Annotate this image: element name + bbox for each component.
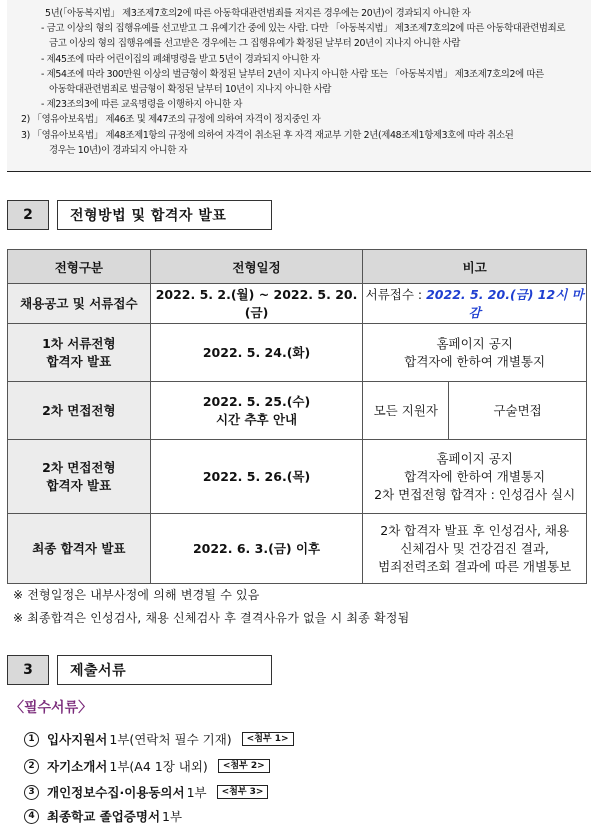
header-category: 전형구분: [8, 250, 151, 284]
row-category: 채용공고 및 서류접수: [8, 284, 151, 324]
row-note-method: 구술면접: [449, 382, 587, 440]
header-note: 비고: [363, 250, 587, 284]
attachment-badge: <첨부 3>: [217, 785, 269, 799]
section-title: 전형방법 및 합격자 발표: [57, 200, 272, 230]
row-schedule: 2022. 6. 3.(금) 이후: [150, 514, 363, 584]
row-schedule: [150, 382, 363, 440]
disqualification-line: - 제23조의3에 따른 교육명령을 이행하지 아니한 자: [41, 99, 243, 111]
footnote: ※ 전형일정은 내부사정에 의해 변경될 수 있음: [13, 588, 260, 602]
row-category: 2차 면접전형: [8, 382, 151, 440]
table-header-row: [8, 250, 587, 284]
note-line: 홈페이지 공지: [436, 450, 513, 466]
number-circle: 3: [24, 785, 39, 800]
table-row: [8, 324, 587, 382]
disqualification-line: 금고 이상의 형의 집행유예를 선고받은 경우에는 그 집행유예가 확정된 날부터 20년이 지나지 아니한 사람: [49, 38, 461, 50]
row-note-target: 모든 지원자: [363, 382, 449, 440]
section-number: 3: [7, 655, 49, 685]
section-3-header: [7, 655, 272, 685]
category-line: 합격자 발표: [46, 353, 112, 369]
document-name: 자기소개서: [47, 759, 108, 774]
note-line: 합격자에 한하여 개별통지: [404, 468, 546, 484]
category-line: 2차 면접전형: [42, 459, 116, 475]
number-circle: 2: [24, 759, 39, 774]
document-name: 최종학교 졸업증명서: [47, 809, 161, 824]
table-row: [8, 514, 587, 584]
note-prefix: 서류접수 :: [365, 286, 427, 302]
note-line: 홈페이지 공지: [436, 335, 513, 351]
schedule-table: [7, 249, 587, 584]
header-schedule: 전형일정: [150, 250, 363, 284]
number-circle: 4: [24, 809, 39, 824]
disqualification-line: 2) 「영유아보육법」 제46조 및 제47조의 규정에 의하여 자격이 정지중인 자: [21, 114, 321, 126]
document-detail: 1부(연락처 필수 기재): [109, 732, 232, 747]
disqualification-line: 5년(「아동복지법」 제3조제7호의2에 따른 아동학대관련범죄를 저지른 경우에는 20년)이 경과되지 아니한 자: [45, 8, 471, 19]
note-line: 합격자에 한하여 개별통지: [404, 353, 546, 369]
required-docs-heading: 〈필수서류〉: [10, 700, 93, 716]
disqualification-line: 경우는 10년)이 경과되지 아니한 자: [49, 144, 188, 156]
row-category: [8, 324, 151, 382]
note-line: 2차 면접전형 합격자 : 인성검사 실시: [374, 486, 576, 502]
document-detail: 1부: [186, 785, 207, 800]
row-note: [363, 324, 587, 382]
row-note: [363, 514, 587, 584]
table-row: [8, 440, 587, 514]
attachment-badge: <첨부 2>: [218, 759, 270, 773]
disqualification-line: - 금고 이상의 형의 집행유예를 선고받고 그 유예기간 중에 있는 사람. 다만 「아동복지법」 제3조제7호의2에 따른 아동학대관련범죄로: [41, 23, 566, 35]
document-item: [24, 783, 268, 801]
note-line: 범죄전력조회 결과에 따른 개별통보: [378, 558, 572, 574]
note-line: 2차 합격자 발표 후 인성검사, 채용: [380, 522, 570, 538]
document-name: 개인정보수집·이용동의서: [47, 785, 185, 800]
category-line: 1차 서류전형: [42, 335, 116, 351]
document-item: [24, 807, 182, 825]
section-2-header: [7, 200, 272, 230]
note-deadline: 2022. 5. 20.(금) 12시 마감: [426, 286, 584, 320]
disqualification-line: - 제45조에 따라 어린이집의 폐쇄명령을 받고 5년이 경과되지 아니한 자: [41, 53, 320, 65]
footnote: ※ 최종합격은 인성검사, 채용 신체검사 후 결격사유가 없을 시 최종 확정됨: [13, 611, 410, 625]
row-category: 최종 합격자 발표: [8, 514, 151, 584]
section-number: 2: [7, 200, 49, 230]
row-note: [363, 284, 587, 324]
table-row: [8, 284, 587, 324]
row-category: [8, 440, 151, 514]
row-schedule: 2022. 5. 2.(월) ~ 2022. 5. 20.(금): [150, 284, 363, 324]
schedule-line: 2022. 5. 25.(수): [202, 393, 311, 409]
document-item: [24, 730, 294, 748]
note-line: 신체검사 및 건강검진 결과,: [400, 540, 550, 556]
section-title: 제출서류: [57, 655, 272, 685]
document-name: 입사지원서: [47, 732, 108, 747]
table-row: [8, 382, 587, 440]
document-detail: 1부(A4 1장 내외): [109, 759, 208, 774]
attachment-badge: <첨부 1>: [242, 732, 294, 746]
row-schedule: 2022. 5. 24.(화): [150, 324, 363, 382]
schedule-line: 시간 추후 안내: [215, 411, 298, 427]
row-schedule: 2022. 5. 26.(목): [150, 440, 363, 514]
document-detail: 1부: [162, 809, 183, 824]
disqualification-line: 아동학대관련범죄로 벌금형이 확정된 날부터 10년이 지나지 아니한 사람: [49, 84, 332, 96]
number-circle: 1: [24, 732, 39, 747]
category-line: 합격자 발표: [46, 477, 112, 493]
row-note: [363, 440, 587, 514]
disqualification-line: 3) 「영유아보육법」 제48조제1항의 규정에 의하여 자격이 취소된 후 자격 재교부 기한 2년(제48조제1항제3호에 따라 취소된: [21, 129, 514, 141]
disqualification-line: - 제54조에 따라 300만원 이상의 벌금형이 확정된 날부터 2년이 지나지 아니한 사람 또는 「아동복지법」 제3조제7호의2에 따른: [41, 68, 544, 80]
document-item: [24, 757, 270, 775]
disqualification-box: [7, 0, 591, 172]
